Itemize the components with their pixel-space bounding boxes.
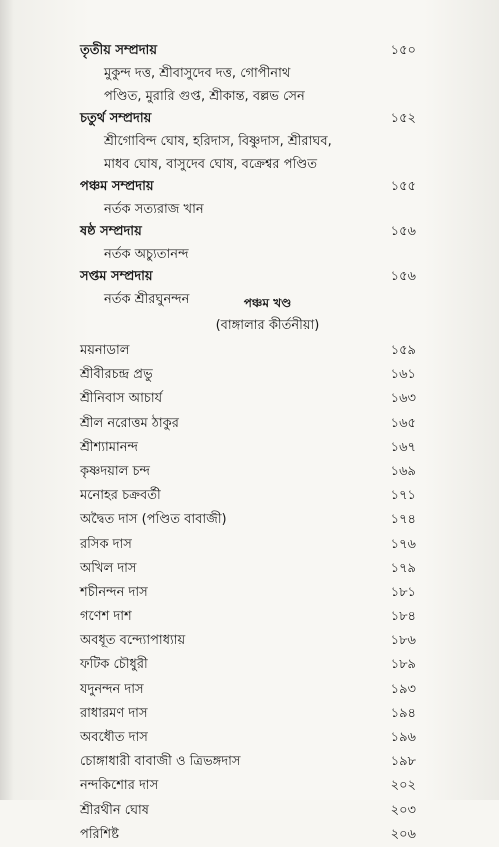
entry-name: ময়নাডাল: [80, 343, 130, 358]
entry-name: মনোহর চক্রবর্তী: [80, 488, 161, 504]
section-members-line: নর্তক সত্যরাজ খান: [104, 202, 204, 217]
entry-list: [80, 339, 416, 847]
section-heading: [80, 176, 416, 198]
section-list: [80, 40, 416, 311]
entry-name: শ্রীশ্যামানন্দ: [80, 439, 138, 455]
entry-page-number: ১৭১: [390, 488, 416, 504]
toc-entry: [80, 774, 416, 798]
toc-entry: [80, 436, 416, 460]
entry-page-number: ১৬৯: [390, 463, 416, 479]
entry-page-number: ১৮৯: [390, 657, 416, 673]
section-members-line: মুকুন্দ দত্ত, শ্রীবাসুদেব দত্ত, গোপীনাথ: [104, 66, 291, 81]
section-members-line: পণ্ডিত, মুরারি গুপ্ত, শ্রীকান্ত, বল্লভ সেন: [104, 89, 305, 104]
entry-page-number: ২০৬: [390, 826, 416, 842]
entry-name: নন্দকিশোর দাস: [80, 778, 159, 794]
entry-name: রসিক দাস: [80, 536, 132, 552]
section-members-line: নর্তক অচ্যুতানন্দ: [104, 247, 189, 262]
entry-name: পরিশিষ্ট: [80, 826, 119, 842]
section-page-number: ১৫৬: [390, 269, 416, 284]
entry-page-number: ১৯৬: [390, 730, 416, 745]
section-page-number: ১৫২: [390, 111, 416, 126]
entry-page-number: ১৭৯: [390, 560, 416, 576]
entry-name: অবধৌত দাস: [80, 730, 148, 745]
entry-name: যদুনন্দন দাস: [80, 681, 144, 697]
entry-name: অবধূত বন্দ্যোপাধ্যায়: [80, 633, 186, 649]
section-members-line: শ্রীগোবিন্দ ঘোষ, হরিদাস, বিষ্ণুদাস, শ্রীরাঘব,: [104, 134, 332, 149]
entry-name: শ্রীনিবাস আচার্য: [80, 391, 163, 407]
toc-entry: [80, 387, 416, 411]
entry-page-number: ২০৩: [390, 802, 416, 818]
entry-name: অদ্বৈত দাস (পণ্ডিত বাবাজী): [80, 512, 227, 528]
toc-entry: [80, 484, 416, 508]
entry-page-number: ১৯৮: [390, 754, 416, 770]
section-heading: [80, 266, 416, 288]
section-title: সপ্তম সম্প্রদায়: [80, 269, 153, 284]
toc-entry: [80, 508, 416, 532]
section-members-line: নর্তক শ্রীরঘুনন্দন: [104, 292, 190, 307]
entry-page-number: ১৯৪: [390, 705, 416, 721]
entry-name: শ্রীল নরোত্তম ঠাকুর: [80, 415, 179, 431]
toc-entry: [80, 557, 416, 581]
section-title: তৃতীয় সম্প্রদায়: [80, 43, 157, 58]
section-page-number: ১৫৬: [390, 224, 416, 239]
toc-entry: [80, 726, 416, 750]
entry-name: ফটিক চৌধুরী: [80, 657, 148, 673]
section-heading: [80, 40, 416, 62]
section-page-number: ১৫০: [390, 43, 416, 58]
toc-entry: [80, 678, 416, 702]
toc-entry: [80, 799, 416, 823]
entry-page-number: ১৬৭: [390, 439, 416, 455]
toc-entry: [80, 460, 416, 484]
entry-page-number: ১৬৫: [390, 415, 416, 431]
entry-page-number: ১৭৬: [390, 536, 416, 552]
part-subheading: (বাঙ্গালার কীর্তনীয়া): [215, 318, 320, 333]
entry-name: গণেশ দাশ: [80, 609, 132, 625]
entry-name: অখিল দাস: [80, 560, 137, 576]
entry-name: রাধারমণ দাস: [80, 705, 148, 721]
toc-entry: [80, 702, 416, 726]
toc-entry: [80, 363, 416, 387]
section-title: পঞ্চম সম্প্রদায়: [80, 179, 154, 194]
entry-page-number: ১৮৬: [390, 633, 416, 649]
toc-entry: [80, 605, 416, 629]
section-page-number: ১৫৫: [390, 179, 416, 194]
entry-name: শ্রীবীরচন্দ্র প্রভু: [80, 367, 153, 383]
entry-page-number: ১৫৯: [390, 343, 416, 358]
section-title: চতুর্থ সম্প্রদায়: [80, 111, 152, 126]
toc-entry: [80, 750, 416, 774]
toc-entry: [80, 412, 416, 436]
entry-name: চোঙ্গাধারী বাবাজী ও ত্রিভঙ্গদাস: [80, 754, 241, 770]
entry-page-number: ১৭৪: [390, 512, 416, 528]
toc-entry: [80, 653, 416, 677]
entry-page-number: ১৯৩: [390, 681, 416, 697]
entry-name: কৃষ্ণদয়াল চন্দ: [80, 463, 150, 479]
toc-entry: [80, 339, 416, 363]
entry-page-number: ১৬৩: [390, 391, 416, 407]
part-heading: পঞ্চম খণ্ড: [243, 296, 292, 310]
section-heading: [80, 221, 416, 243]
entry-page-number: ১৮১: [390, 584, 416, 600]
spine-shadow: [0, 0, 14, 800]
section-heading: [80, 108, 416, 130]
section-members-line: মাধব ঘোষ, বাসুদেব ঘোষ, বক্রেশ্বর পণ্ডিত: [104, 157, 318, 172]
entry-page-number: ১৬১: [390, 367, 416, 383]
entry-name: শচীনন্দন দাস: [80, 584, 148, 600]
entry-page-number: ২০২: [390, 778, 416, 794]
entry-page-number: ১৮৪: [390, 609, 416, 625]
toc-entry: [80, 823, 416, 847]
toc-entry: [80, 581, 416, 605]
entry-name: শ্রীরথীন ঘোষ: [80, 802, 149, 818]
toc-entry: [80, 533, 416, 557]
toc-entry: [80, 629, 416, 653]
section-title: ষষ্ঠ সম্প্রদায়: [80, 224, 142, 239]
